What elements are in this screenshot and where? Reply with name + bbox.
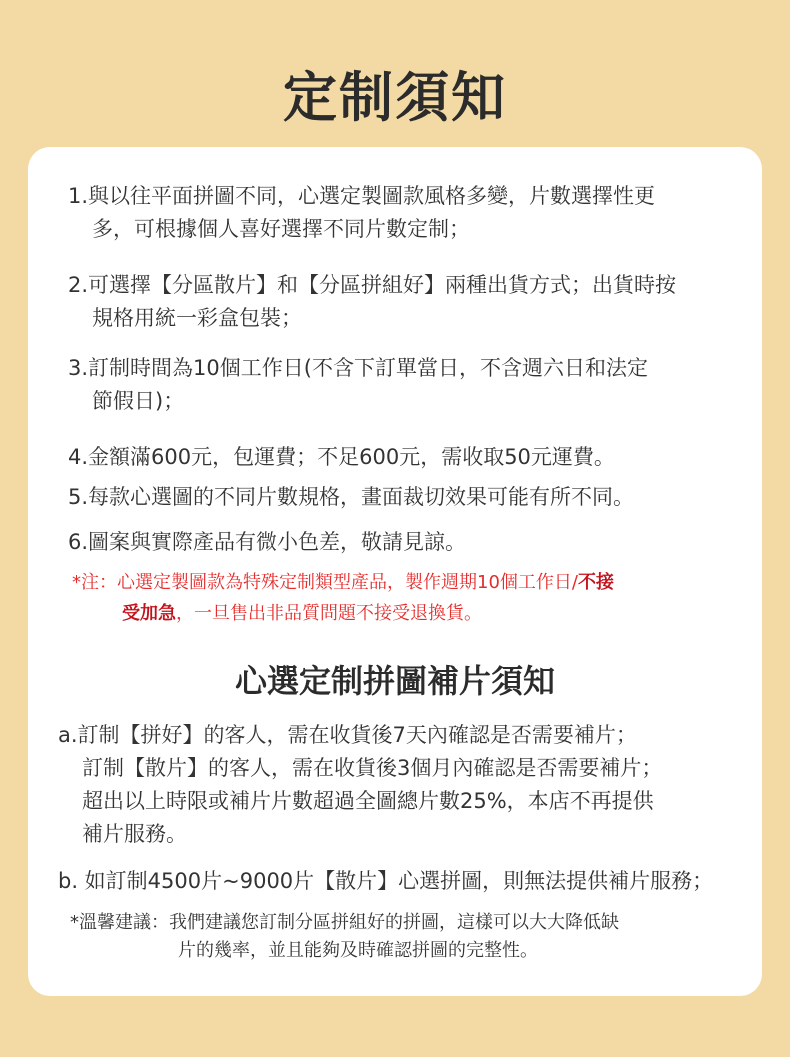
- notice-item-5-line-1: 5.每款心選圖的不同片數規格，畫面裁切效果可能有所不同。: [68, 485, 635, 509]
- notice-item-3-line-2: 節假日)；: [92, 389, 185, 413]
- section-title: 心選定制拼圖補片須知: [234, 662, 555, 700]
- notice-card: [28, 147, 762, 996]
- notice-item-6: [68, 526, 728, 559]
- refill-rule-b-line-1: b. 如訂制4500片~9000片【散片】心選拼圖，則無法提供補片服務；: [58, 869, 714, 893]
- notice-item-5: [68, 481, 728, 514]
- note-text: *注：心選定製圖款為特殊定制類型產品，製作週期10個工作日/: [72, 572, 578, 593]
- special-note-line-1: [72, 572, 614, 593]
- notice-item-1-line-1: 1.與以往平面拼圖不同，心選定製圖款風格多變，片數選擇性更: [68, 184, 656, 208]
- warm-tip-line-1: *溫馨建議：我們建議您訂制分區拼組好的拼圖，這樣可以大大降低缺: [70, 912, 619, 933]
- refill-rule-a: [58, 719, 748, 851]
- note-emphasis: 不接: [577, 572, 614, 593]
- note-text: ，一旦售出非品質問題不接受退換貨。: [176, 603, 482, 624]
- refill-rule-a-line-3: 超出以上時限或補片片數超過全圖總片數25%，本店不再提供: [82, 789, 654, 813]
- notice-item-6-line-1: 6.圖案與實際產品有微小色差，敬請見諒。: [68, 530, 467, 554]
- notice-item-4: [68, 441, 728, 474]
- warm-tip-line-2: 片的幾率，並且能夠及時確認拼圖的完整性。: [178, 940, 538, 961]
- notice-item-1-line-2: 多，可根據個人喜好選擇不同片數定制；: [92, 217, 470, 241]
- notice-item-2-line-2: 規格用統一彩盒包裝；: [92, 306, 302, 330]
- notice-item-2-line-1: 2.可選擇【分區散片】和【分區拼組好】兩種出貨方式；出貨時按: [68, 273, 677, 297]
- refill-rule-a-line-2: 訂制【散片】的客人，需在收貨後3個月內確認是否需要補片；: [82, 756, 663, 780]
- notice-item-1: [68, 180, 728, 246]
- page-title: 定制須知: [283, 66, 507, 129]
- note-emphasis: 受加急: [122, 603, 176, 624]
- notice-item-3-line-1: 3.訂制時間為10個工作日(不含下訂單當日，不含週六日和法定: [68, 356, 648, 380]
- refill-rule-a-line-4: 補片服務。: [82, 822, 187, 846]
- special-note-line-2: [72, 598, 722, 629]
- warm-tip: [70, 909, 730, 965]
- refill-rule-b: [58, 865, 748, 898]
- special-note: [72, 567, 722, 629]
- notice-item-3: [68, 352, 728, 418]
- refill-rule-a-line-1: a.訂制【拼好】的客人，需在收貨後7天內確認是否需要補片；: [58, 723, 637, 747]
- notice-item-2: [68, 269, 728, 335]
- notice-item-4-line-1: 4.金額滿600元，包運費；不足600元，需收取50元運費。: [68, 445, 615, 469]
